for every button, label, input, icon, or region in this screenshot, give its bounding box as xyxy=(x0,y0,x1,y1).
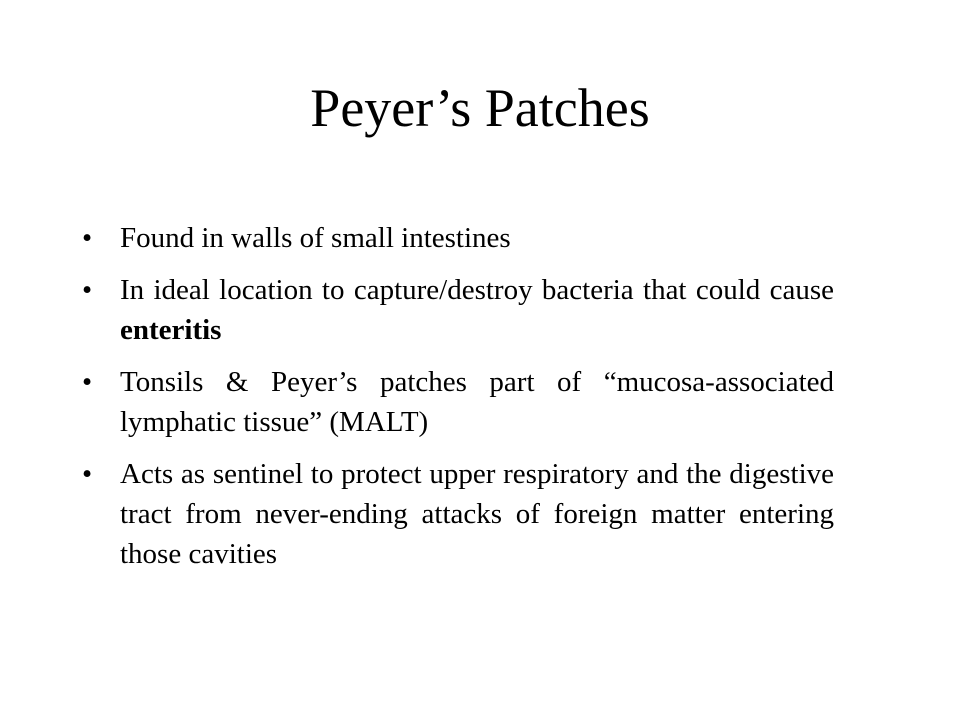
bullet-text: Acts as sentinel to protect upper respiratory and the digestive tract from never-ending attacks of foreign matter entering those cavities xyxy=(120,458,834,570)
bullet-icon: • xyxy=(82,458,93,490)
bullet-icon: • xyxy=(82,366,93,398)
bullet-icon: • xyxy=(82,274,93,306)
bullet-item xyxy=(82,362,834,442)
bullet-text: In ideal location to capture/destroy bacteria that could cause xyxy=(120,274,834,306)
slide-title: Peyer’s Patches xyxy=(310,78,650,138)
bullet-item xyxy=(82,218,834,258)
bullet-item xyxy=(82,454,834,574)
bullet-item xyxy=(82,270,834,350)
bullet-text: Found in walls of small intestines xyxy=(120,222,511,254)
bullet-icon: • xyxy=(82,222,93,254)
bullet-text: Tonsils & Peyer’s patches part of “mucosa-associated lymphatic tissue” (MALT) xyxy=(120,366,834,438)
bullet-bold-term: enteritis xyxy=(120,314,222,346)
bullet-list xyxy=(82,218,834,586)
